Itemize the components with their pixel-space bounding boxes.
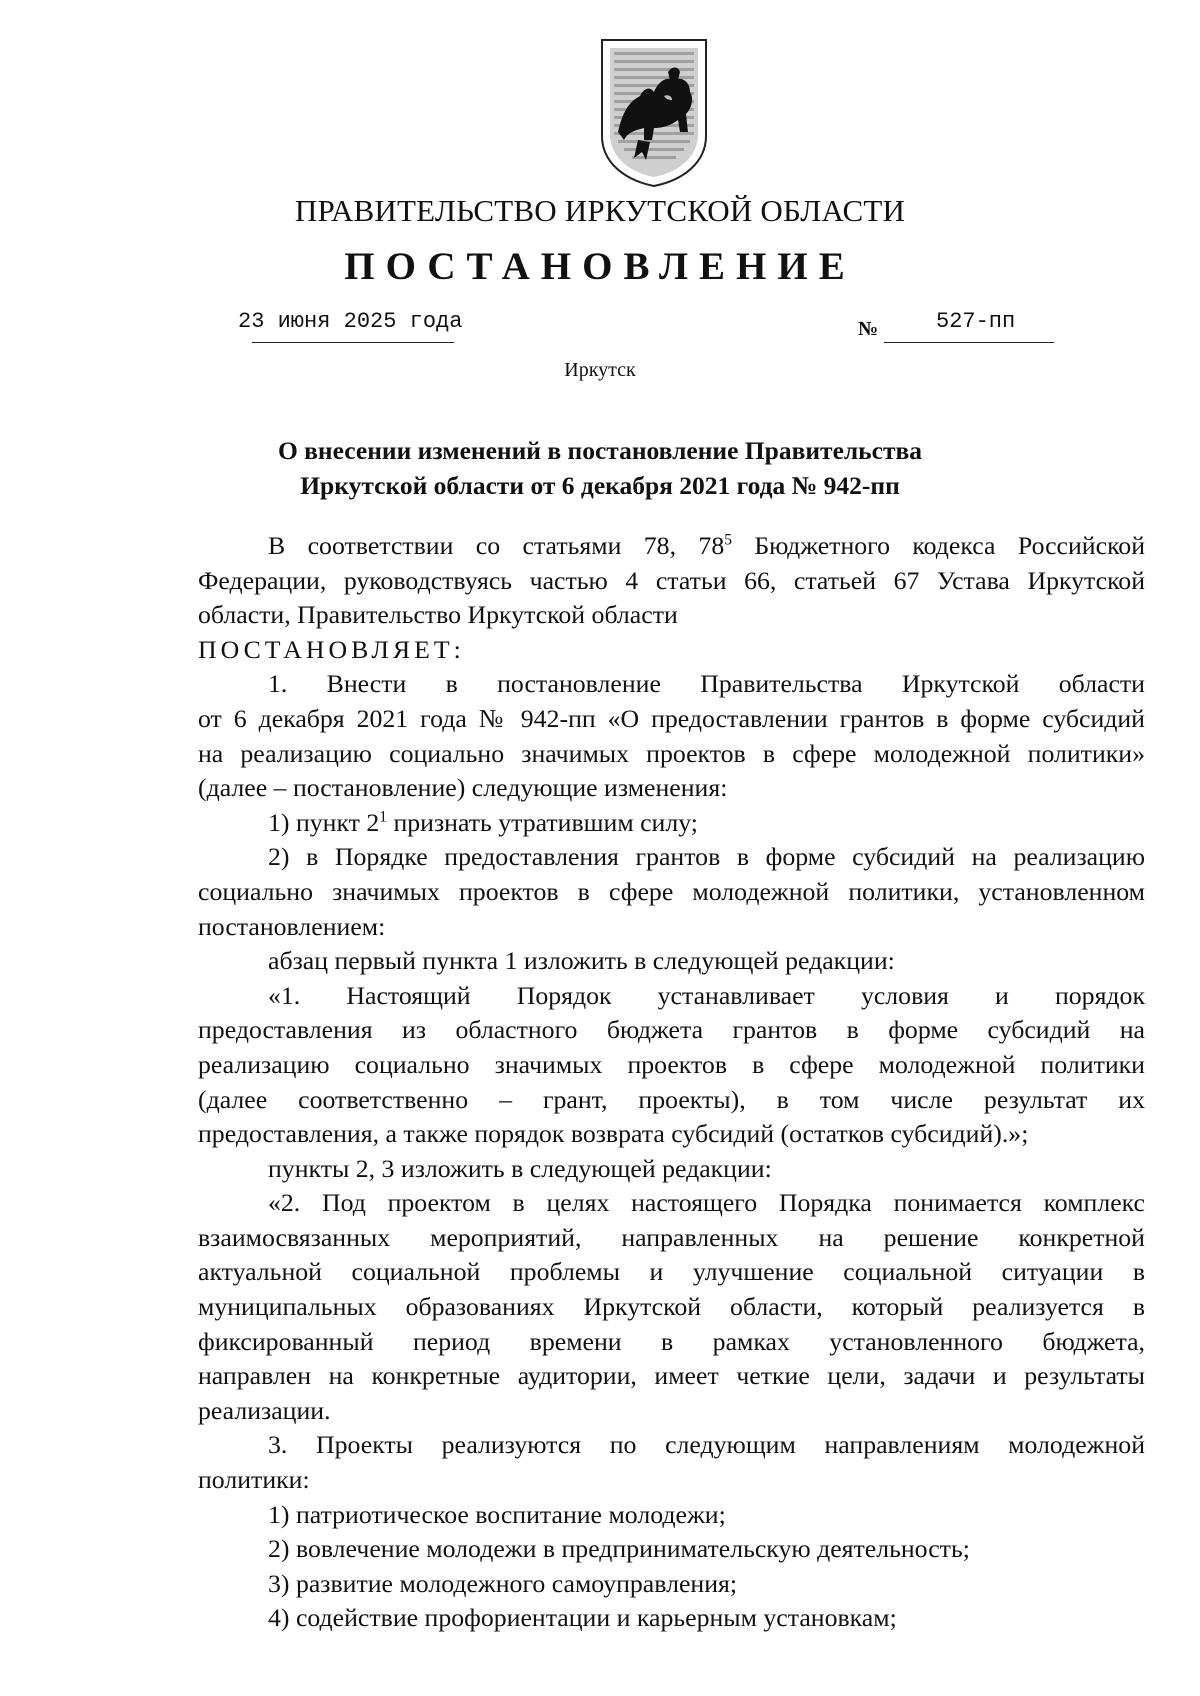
- paragraph-line: взаимосвязанных мероприятий, направленных на решение конкретной: [198, 1222, 1145, 1252]
- paragraph-line: «1. Настоящий Порядок устанавливает условия и порядок: [268, 980, 1145, 1010]
- paragraph-line: социально значимых проектов в сфере молодежной политики, установленном: [198, 876, 1145, 906]
- paragraph-line: реализацию социально значимых проектов в сфере молодежной политики: [198, 1049, 1145, 1079]
- organization-name: ПРАВИТЕЛЬСТВО ИРКУТСКОЙ ОБЛАСТИ: [294, 193, 906, 228]
- paragraph-line: 1. Внести в постановление Правительства Иркутской области: [268, 669, 1145, 699]
- number-sign: №: [858, 318, 879, 340]
- text-run: В соответствии со статьями 78, 78: [268, 531, 725, 560]
- title-line: Иркутской области от 6 декабря 2021 года № 942-пп: [300, 471, 900, 500]
- paragraph-line: (далее – постановление) следующие изменения:: [198, 773, 728, 803]
- preamble-line: [198, 529, 1145, 564]
- paragraph-line: 3. Проекты реализуются по следующим направлениям молодежной: [268, 1430, 1145, 1460]
- coat-of-arms-icon: [598, 36, 710, 188]
- paragraph-line: от 6 декабря 2021 года № 942-пп «О предоставлении грантов в форме субсидий: [198, 703, 1145, 733]
- list-item: 2) вовлечение молодежи в предпринимательскую деятельность;: [268, 1534, 970, 1564]
- list-item: [198, 806, 1145, 841]
- paragraph-line: политики:: [198, 1465, 310, 1495]
- date-underline: [252, 342, 454, 343]
- preamble-line: Федерации, руководствуясь частью 4 статьи 66, статьей 67 Устава Иркутской: [198, 565, 1145, 595]
- paragraph-line: (далее соответственно – грант, проекты), в том числе результат их: [198, 1084, 1145, 1114]
- paragraph-line: реализации.: [198, 1395, 331, 1425]
- document-date: 23 июня 2025 года: [238, 309, 463, 334]
- paragraph-line: на реализацию социально значимых проектов в сфере молодежной политики»: [198, 738, 1145, 768]
- paragraph-line: предоставления из областного бюджета грантов в форме субсидий на: [198, 1015, 1145, 1045]
- paragraph-line: «2. Под проектом в целях настоящего Порядка понимается комплекс: [268, 1188, 1145, 1218]
- city-name: Иркутск: [564, 359, 636, 381]
- paragraph-line: 2) в Порядке предоставления грантов в форме субсидий на реализацию: [268, 842, 1145, 872]
- paragraph-line: абзац первый пункта 1 изложить в следующей редакции:: [268, 946, 895, 976]
- text-run: 1) пункт 2: [268, 807, 380, 837]
- text-run: признать утратившим силу;: [387, 807, 698, 837]
- superscript: 5: [724, 531, 732, 549]
- decree-word: ПОСТАНОВЛЯЕТ:: [198, 634, 465, 664]
- paragraph-line: фиксированный период времени в рамках установленного бюджета,: [198, 1326, 1145, 1356]
- document-title: [0, 433, 1200, 503]
- document-body: [198, 529, 1145, 1636]
- paragraph-line: предоставления, а также порядок возврата субсидий (остатков субсидий).»;: [198, 1119, 1029, 1149]
- paragraph-line: муниципальных образованиях Иркутской области, который реализуется в: [198, 1292, 1145, 1322]
- superscript: 1: [379, 808, 387, 826]
- paragraph-line: пункты 2, 3 изложить в следующей редакции:: [268, 1153, 772, 1183]
- list-item: 1) патриотическое воспитание молодежи;: [268, 1499, 726, 1529]
- list-item: 3) развитие молодежного самоуправления;: [268, 1568, 738, 1598]
- paragraph-line: актуальной социальной проблемы и улучшение социальной ситуации в: [198, 1257, 1145, 1287]
- document-number: 527-пп: [936, 309, 1016, 334]
- paragraph-line: направлен на конкретные аудитории, имеет четкие цели, задачи и результаты: [198, 1361, 1145, 1391]
- preamble-line: области, Правительство Иркутской области: [198, 600, 678, 630]
- paragraph-line: постановлением:: [198, 911, 386, 941]
- list-item: 4) содействие профориентации и карьерным установкам;: [268, 1603, 897, 1633]
- number-underline: [884, 342, 1054, 343]
- document-type: ПОСТАНОВЛЕНИЕ: [344, 245, 856, 288]
- text-run: Бюджетного кодекса Российской: [731, 531, 1145, 560]
- title-line: О внесении изменений в постановление Правительства: [277, 436, 923, 465]
